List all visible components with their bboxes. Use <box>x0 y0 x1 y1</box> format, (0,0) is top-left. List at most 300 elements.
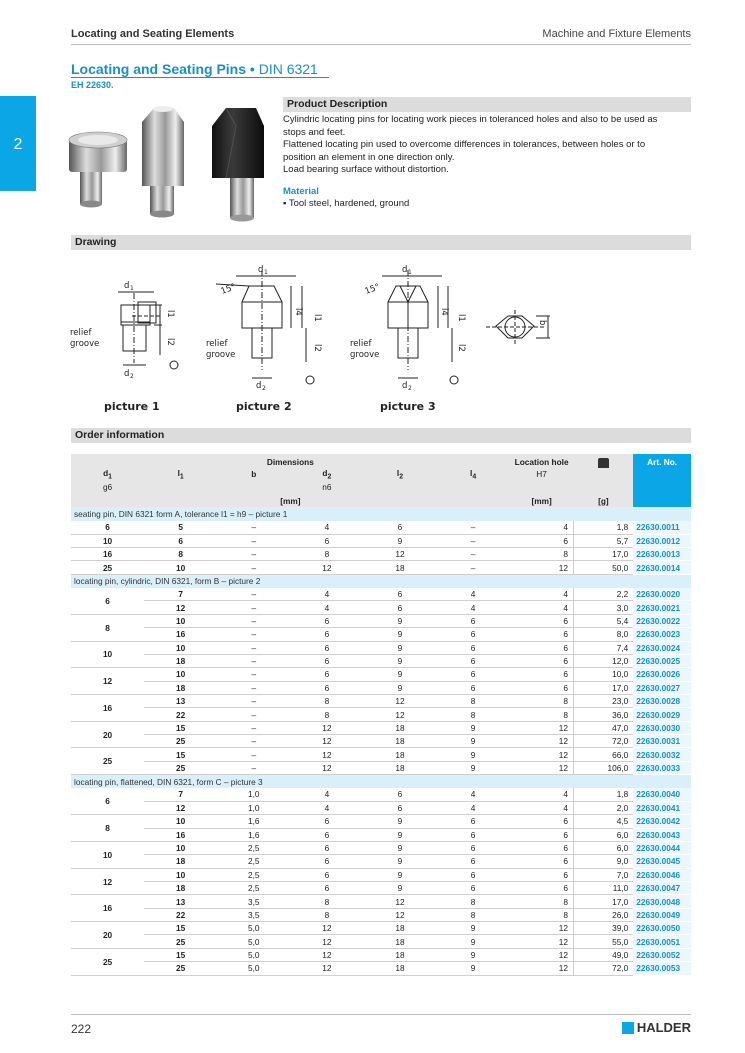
relief-label-2b: groove <box>206 350 236 360</box>
l4-cell: 9 <box>437 748 510 761</box>
l1-cell: 10 <box>144 561 217 574</box>
weight-cell: 39,0 <box>574 922 634 935</box>
l2-label-1: l2 <box>165 338 175 346</box>
art-no-cell[interactable]: 22630.0031 <box>633 735 691 748</box>
location-hole-cell: 4 <box>510 788 574 801</box>
location-hole-cell: 12 <box>510 761 574 774</box>
art-no-cell[interactable]: 22630.0025 <box>633 654 691 667</box>
l2-cell: 18 <box>363 721 436 734</box>
location-hole-cell: 4 <box>510 801 574 814</box>
weight-cell: 23,0 <box>574 694 634 707</box>
d1-header-text: d <box>103 467 109 478</box>
location-hole-header <box>510 454 574 467</box>
table-row <box>71 801 691 814</box>
d2-cell: 6 <box>290 668 363 681</box>
l1-cell: 16 <box>144 628 217 641</box>
l4-cell: 6 <box>437 668 510 681</box>
title-norm: DIN 6321 <box>254 61 318 77</box>
l2-cell: 12 <box>363 908 436 921</box>
location-hole-cell: 8 <box>510 895 574 908</box>
weight-cell: 4,5 <box>574 815 634 828</box>
d1-cell: 6 <box>71 521 144 534</box>
l4-cell: 8 <box>437 895 510 908</box>
art-no-cell[interactable]: 22630.0043 <box>633 828 691 841</box>
d2-cell: 8 <box>290 708 363 721</box>
table-row <box>71 614 691 627</box>
location-hole-cell: 8 <box>510 708 574 721</box>
weight-cell: 17,0 <box>574 548 634 561</box>
l1-cell: 18 <box>144 855 217 868</box>
relief-label-3a: relief <box>350 339 372 349</box>
d1-cell: 6 <box>71 588 144 615</box>
l1-cell: 6 <box>144 534 217 547</box>
l2-cell: 18 <box>363 948 436 961</box>
l4-cell: 4 <box>437 788 510 801</box>
table-row <box>71 908 691 921</box>
l2-cell: 9 <box>363 841 436 854</box>
art-no-cell[interactable]: 22630.0024 <box>633 641 691 654</box>
l4-cell: – <box>437 534 510 547</box>
art-no-cell[interactable]: 22630.0029 <box>633 708 691 721</box>
table-row <box>71 882 691 895</box>
angle-label-2: 15° <box>219 282 238 297</box>
art-no-cell[interactable]: 22630.0040 <box>633 788 691 801</box>
l1-cell: 10 <box>144 614 217 627</box>
l1-label-2: l1 <box>312 314 322 322</box>
table-row <box>71 935 691 948</box>
location-hole-cell: 8 <box>510 908 574 921</box>
order-information-bar: Order information <box>71 428 691 443</box>
l4-cell: 6 <box>437 681 510 694</box>
weight-icon-header <box>574 454 634 494</box>
d2-cell: 6 <box>290 815 363 828</box>
art-no-cell[interactable]: 22630.0022 <box>633 614 691 627</box>
l2-cell: 9 <box>363 681 436 694</box>
d1-cell: 8 <box>71 614 144 641</box>
l2-cell: 12 <box>363 708 436 721</box>
d2-cell: 8 <box>290 895 363 908</box>
g6-header: g6 <box>71 481 144 494</box>
table-row <box>71 948 691 961</box>
weight-cell: 5,7 <box>574 534 634 547</box>
table-row <box>71 815 691 828</box>
table-row <box>71 561 691 574</box>
d1-cell: 25 <box>71 561 144 574</box>
desc-line: Load bearing surface without distortion. <box>283 164 449 175</box>
l1-cell: 10 <box>144 841 217 854</box>
l4-cell: 6 <box>437 882 510 895</box>
b-cell: – <box>217 641 290 654</box>
b-cell: 1,6 <box>217 815 290 828</box>
dimensions-header: Dimensions <box>71 454 510 467</box>
weight-cell: 8,0 <box>574 628 634 641</box>
product-description <box>283 114 691 177</box>
weight-cell: 10,0 <box>574 668 634 681</box>
art-no-cell[interactable]: 22630.0021 <box>633 601 691 614</box>
weight-cell: 17,0 <box>574 681 634 694</box>
art-no-cell[interactable]: 22630.0049 <box>633 908 691 921</box>
l1-cell: 12 <box>144 601 217 614</box>
b-cell: – <box>217 735 290 748</box>
mm-unit-header: [mm] <box>71 494 510 507</box>
l2-cell: 6 <box>363 788 436 801</box>
l4-cell: 9 <box>437 935 510 948</box>
d2-cell: 12 <box>290 561 363 574</box>
art-no-cell[interactable]: 22630.0023 <box>633 628 691 641</box>
desc-line: position an element in one direction only. <box>283 151 455 163</box>
d2-sub-2: 2 <box>262 385 266 392</box>
l1-label-1: l1 <box>165 310 175 318</box>
l2-cell: 9 <box>363 628 436 641</box>
desc-line: stops and feet. <box>283 126 346 138</box>
l1-cell: 25 <box>144 962 217 975</box>
table-row <box>71 788 691 801</box>
d1-sub-1: 1 <box>130 285 134 292</box>
l4-cell: 9 <box>437 962 510 975</box>
table-row <box>71 735 691 748</box>
table-row <box>71 668 691 681</box>
art-no-cell[interactable]: 22630.0013 <box>633 548 691 561</box>
table-row <box>71 721 691 734</box>
d1-cell: 16 <box>71 548 144 561</box>
location-hole-cell: 12 <box>510 561 574 574</box>
art-no-cell[interactable]: 22630.0030 <box>633 721 691 734</box>
drawing-bar: Drawing <box>71 235 691 250</box>
weight-icon <box>598 458 609 468</box>
technical-drawing <box>66 258 566 418</box>
d2-header-sub: 2 <box>327 473 332 481</box>
table-row <box>71 761 691 774</box>
table-row <box>71 548 691 561</box>
b-cell: 5,0 <box>217 922 290 935</box>
d2-sub-3: 2 <box>408 385 412 392</box>
art-no-cell[interactable]: 22630.0012 <box>633 534 691 547</box>
b-cell: – <box>217 628 290 641</box>
l1-cell: 18 <box>144 681 217 694</box>
b-cell: 5,0 <box>217 935 290 948</box>
art-no-cell[interactable]: 22630.0033 <box>633 761 691 774</box>
l1-header-sub: 1 <box>179 473 184 481</box>
title-rule <box>71 77 329 78</box>
location-hole-cell: 12 <box>510 922 574 935</box>
d1-cell: 16 <box>71 694 144 721</box>
d2-cell: 6 <box>290 641 363 654</box>
l4-cell: 8 <box>437 708 510 721</box>
art-no-cell[interactable]: 22630.0032 <box>633 748 691 761</box>
art-no-cell[interactable]: 22630.0014 <box>633 561 691 574</box>
weight-cell: 49,0 <box>574 948 634 961</box>
weight-cell: 12,0 <box>574 654 634 667</box>
l2-cell: 18 <box>363 935 436 948</box>
location-hole-label: Location hole <box>514 457 569 468</box>
art-no-cell[interactable]: 22630.0041 <box>633 801 691 814</box>
weight-cell: 6,0 <box>574 828 634 841</box>
location-hole-cell: 12 <box>510 735 574 748</box>
location-hole-cell: 6 <box>510 628 574 641</box>
picture-label-1: picture 1 <box>104 400 160 413</box>
b-cell: – <box>217 614 290 627</box>
l2-cell: 18 <box>363 735 436 748</box>
g-unit-header: [g] <box>574 494 634 507</box>
d2-cell: 6 <box>290 628 363 641</box>
desc-line: Flattened locating pin used to overcome differences in tolerances, between holes or to <box>283 139 646 150</box>
l4-cell: 6 <box>437 815 510 828</box>
location-hole-cell: 8 <box>510 548 574 561</box>
weight-cell: 7,0 <box>574 868 634 881</box>
d1-cell: 10 <box>71 641 144 668</box>
location-hole-cell: 12 <box>510 721 574 734</box>
table-row <box>71 654 691 667</box>
l1-cell: 10 <box>144 641 217 654</box>
l2-label-3: l2 <box>456 344 466 352</box>
d1-cell: 20 <box>71 922 144 949</box>
b-cell: – <box>217 748 290 761</box>
l4-cell: 9 <box>437 948 510 961</box>
location-hole-cell: 6 <box>510 654 574 667</box>
l1-cell: 18 <box>144 882 217 895</box>
art-no-cell[interactable]: 22630.0044 <box>633 841 691 854</box>
art-no-cell[interactable]: 22630.0028 <box>633 694 691 707</box>
location-hole-cell: 6 <box>510 855 574 868</box>
d1-cell: 25 <box>71 948 144 975</box>
d2-label-3: d <box>402 381 408 391</box>
l2-header-sub: 2 <box>399 473 404 481</box>
weight-cell: 7,4 <box>574 641 634 654</box>
location-hole-cell: 12 <box>510 748 574 761</box>
l2-cell: 6 <box>363 801 436 814</box>
table-row <box>71 895 691 908</box>
location-hole-cell: 6 <box>510 614 574 627</box>
d2-cell: 12 <box>290 948 363 961</box>
l2-cell: 6 <box>363 601 436 614</box>
table-row <box>71 588 691 601</box>
b-header: b <box>217 467 290 480</box>
section-row <box>71 775 691 788</box>
weight-cell: 50,0 <box>574 561 634 574</box>
l4-label-2: l4 <box>293 308 303 316</box>
art-no-cell[interactable]: 22630.0048 <box>633 895 691 908</box>
section-row <box>71 507 691 520</box>
l4-cell: 4 <box>437 588 510 601</box>
l1-cell: 15 <box>144 721 217 734</box>
art-no-cell[interactable]: 22630.0045 <box>633 855 691 868</box>
l1-cell: 8 <box>144 548 217 561</box>
material-title: Material <box>283 186 319 197</box>
l2-cell: 9 <box>363 882 436 895</box>
l1-cell: 13 <box>144 895 217 908</box>
l4-cell: 6 <box>437 841 510 854</box>
d2-cell: 4 <box>290 788 363 801</box>
l1-cell: 25 <box>144 935 217 948</box>
l2-cell: 9 <box>363 868 436 881</box>
picture-label-2: picture 2 <box>236 400 292 413</box>
l4-header <box>437 467 510 480</box>
material-item: ▪ Tool steel, hardened, ground <box>283 198 410 209</box>
l1-header-text: l <box>177 467 180 478</box>
l4-cell: 6 <box>437 868 510 881</box>
l4-cell: 9 <box>437 922 510 935</box>
d2-cell: 4 <box>290 521 363 534</box>
picture-label-3: picture 3 <box>380 400 436 413</box>
l4-cell: – <box>437 548 510 561</box>
b-cell: 2,5 <box>217 882 290 895</box>
l2-cell: 9 <box>363 534 436 547</box>
weight-cell: 1,8 <box>574 788 634 801</box>
location-hole-cell: 6 <box>510 815 574 828</box>
brand-logo-text: HALDER <box>636 1020 691 1035</box>
l4-cell: 6 <box>437 654 510 667</box>
d2-cell: 4 <box>290 801 363 814</box>
b-cell: – <box>217 761 290 774</box>
b-label: b <box>537 320 547 326</box>
d1-sub-3: 1 <box>408 269 412 276</box>
l2-cell: 9 <box>363 855 436 868</box>
l1-cell: 15 <box>144 748 217 761</box>
l4-cell: 4 <box>437 601 510 614</box>
d2-label-2: d <box>256 381 262 391</box>
art-no-cell[interactable]: 22630.0052 <box>633 948 691 961</box>
d1-cell: 8 <box>71 815 144 842</box>
table-row <box>71 828 691 841</box>
location-hole-cell: 6 <box>510 841 574 854</box>
d1-cell: 16 <box>71 895 144 922</box>
d2-cell: 6 <box>290 614 363 627</box>
art-no-cell[interactable]: 22630.0027 <box>633 681 691 694</box>
l1-cell: 5 <box>144 521 217 534</box>
table-row <box>71 534 691 547</box>
d2-cell: 12 <box>290 721 363 734</box>
l2-cell: 9 <box>363 614 436 627</box>
b-cell: – <box>217 681 290 694</box>
l2-cell: 18 <box>363 748 436 761</box>
table-row <box>71 601 691 614</box>
l2-label-2: l2 <box>312 344 322 352</box>
weight-cell: 66,0 <box>574 748 634 761</box>
l2-header <box>363 467 436 480</box>
l2-cell: 9 <box>363 815 436 828</box>
weight-cell: 3,0 <box>574 601 634 614</box>
section-title: locating pin, cylindric, DIN 6321, form B – picture 2 <box>71 574 691 587</box>
relief-label-2a: relief <box>206 339 228 349</box>
art-no-cell[interactable]: 22630.0042 <box>633 815 691 828</box>
d1-cell: 25 <box>71 748 144 775</box>
l1-cell: 16 <box>144 828 217 841</box>
l1-cell: 10 <box>144 815 217 828</box>
b-cell: – <box>217 601 290 614</box>
l1-cell: 7 <box>144 588 217 601</box>
b-cell: – <box>217 521 290 534</box>
weight-cell: 2,0 <box>574 801 634 814</box>
d1-cell: 12 <box>71 868 144 895</box>
title-bold: Locating and Seating Pins • <box>71 61 255 77</box>
weight-cell: 1,8 <box>574 521 634 534</box>
weight-cell: 9,0 <box>574 855 634 868</box>
l1-cell: 15 <box>144 948 217 961</box>
table-row <box>71 841 691 854</box>
table-row <box>71 694 691 707</box>
d2-cell: 12 <box>290 761 363 774</box>
d1-label-3: d <box>402 265 408 275</box>
l2-header-text: l <box>396 467 400 478</box>
art-no-cell[interactable]: 22630.0047 <box>633 882 691 895</box>
d2-cell: 8 <box>290 548 363 561</box>
b-cell: – <box>217 694 290 707</box>
art-no-cell[interactable]: 22630.0050 <box>633 922 691 935</box>
d2-cell: 12 <box>290 748 363 761</box>
weight-cell: 55,0 <box>574 935 634 948</box>
art-no-cell[interactable]: 22630.0053 <box>633 962 691 975</box>
l2-cell: 9 <box>363 641 436 654</box>
b-cell: – <box>217 548 290 561</box>
d2-label-1: d <box>124 369 130 379</box>
location-hole-cell: 6 <box>510 868 574 881</box>
d2-cell: 4 <box>290 588 363 601</box>
d2-header <box>290 467 363 480</box>
l4-cell: 6 <box>437 614 510 627</box>
art-no-cell[interactable]: 22630.0011 <box>633 521 691 534</box>
product-code: EH 22630. <box>71 80 114 90</box>
weight-cell: 36,0 <box>574 708 634 721</box>
d1-cell: 10 <box>71 841 144 868</box>
d2-cell: 8 <box>290 908 363 921</box>
n6-header: n6 <box>290 481 363 494</box>
l1-cell: 25 <box>144 735 217 748</box>
location-hole-cell: 12 <box>510 935 574 948</box>
b-cell: 3,5 <box>217 895 290 908</box>
art-no-cell[interactable]: 22630.0020 <box>633 588 691 601</box>
location-hole-cell: 8 <box>510 694 574 707</box>
l4-cell: 8 <box>437 908 510 921</box>
product-description-bar: Product Description <box>283 97 691 112</box>
d2-cell: 6 <box>290 841 363 854</box>
b-cell: 5,0 <box>217 962 290 975</box>
l4-label-3: l4 <box>439 308 449 316</box>
weight-cell: 26,0 <box>574 908 634 921</box>
l1-cell: 7 <box>144 788 217 801</box>
art-no-cell[interactable]: 22630.0051 <box>633 935 691 948</box>
b-cell: 1,0 <box>217 788 290 801</box>
d2-cell: 6 <box>290 654 363 667</box>
weight-cell: 11,0 <box>574 882 634 895</box>
l2-cell: 18 <box>363 962 436 975</box>
b-cell: – <box>217 721 290 734</box>
running-header-left: Locating and Seating Elements <box>71 28 235 40</box>
weight-cell: 47,0 <box>574 721 634 734</box>
b-cell: – <box>217 534 290 547</box>
d2-cell: 6 <box>290 882 363 895</box>
art-no-cell[interactable]: 22630.0026 <box>633 668 691 681</box>
l4-cell: 9 <box>437 721 510 734</box>
l2-cell: 6 <box>363 521 436 534</box>
location-hole-cell: 6 <box>510 668 574 681</box>
d2-cell: 4 <box>290 601 363 614</box>
l2-cell: 9 <box>363 828 436 841</box>
b-cell: 2,5 <box>217 868 290 881</box>
header-rule <box>71 44 691 45</box>
location-hole-cell: 4 <box>510 521 574 534</box>
art-no-cell[interactable]: 22630.0046 <box>633 868 691 881</box>
b-cell: – <box>217 668 290 681</box>
d2-cell: 12 <box>290 735 363 748</box>
b-cell: 2,5 <box>217 855 290 868</box>
weight-cell: 106,0 <box>574 761 634 774</box>
l2-cell: 12 <box>363 895 436 908</box>
l4-header-sub: 4 <box>472 473 477 481</box>
l4-cell: 6 <box>437 855 510 868</box>
l4-cell: 6 <box>437 641 510 654</box>
location-hole-cell: 4 <box>510 601 574 614</box>
l2-cell: 12 <box>363 548 436 561</box>
